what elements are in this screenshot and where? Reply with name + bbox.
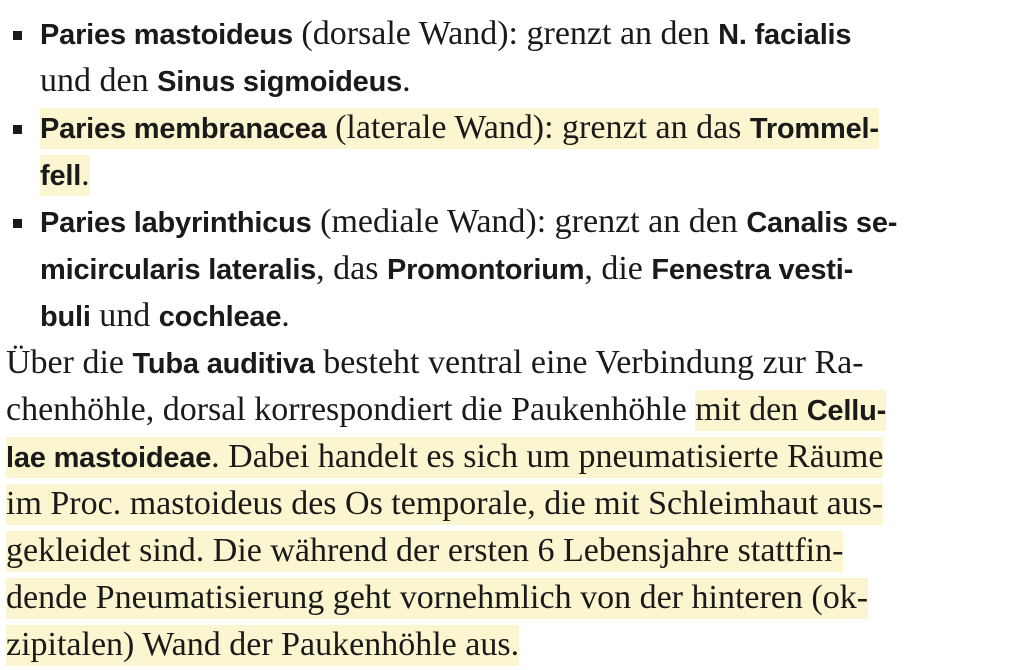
term-cellulae: Cellu- (806, 395, 887, 427)
text-run: . (81, 156, 90, 193)
term-semicircularis: micircularis lateralis (40, 254, 317, 286)
text-run: (laterale Wand): grenzt an das (326, 109, 750, 146)
term-paries-mastoideus: Paries mastoideus (40, 19, 293, 51)
bullet-marker (13, 125, 22, 134)
text-run: . Dabei handelt es sich um pneumatisierte Räume (211, 438, 884, 475)
term-fenestra: Fenestra vesti- (651, 254, 854, 286)
term-vestibuli-end: buli (40, 301, 91, 333)
text-run: zipitalen) Wand der Paukenhöhle aus. (6, 625, 519, 666)
text-run: (mediale Wand): grenzt an den (311, 203, 747, 240)
term-cochleae: cochleae (158, 301, 282, 333)
text-run: mit den (695, 391, 807, 428)
text-run: , das (316, 250, 387, 287)
text-run: besteht ventral eine Verbindung zur Ra- (314, 344, 864, 381)
text-run: im Proc. mastoideus des Os temporale, die mit Schleimhaut aus- (6, 484, 883, 525)
term-sinus-sigmoideus: Sinus sigmoideus (157, 66, 403, 98)
text-line (6, 574, 868, 621)
text-line (40, 57, 411, 104)
term-mastoideae: lae mastoideae (6, 442, 212, 474)
bullet-marker (13, 219, 22, 228)
text-run: , die (584, 250, 652, 287)
text-run: . (281, 297, 290, 334)
term-trommelfell-end: fell (40, 160, 82, 192)
text-run: und den (40, 62, 158, 99)
text-run: dende Pneumatisierung geht vornehmlich von der hinteren (ok- (6, 578, 868, 619)
text-line (40, 245, 853, 292)
text-line (6, 527, 843, 574)
text-line (6, 386, 886, 433)
term-canalis: Canalis se- (746, 207, 898, 239)
text-line (40, 104, 879, 151)
text-line (6, 433, 883, 480)
text-run: (dorsale Wand): grenzt an den (292, 15, 719, 52)
text-line (40, 292, 290, 339)
text-line (6, 480, 883, 527)
term-tuba-auditiva: Tuba auditiva (132, 348, 315, 380)
text-line (40, 10, 851, 57)
text-run: und (90, 297, 159, 334)
text-line (40, 198, 897, 245)
term-paries-labyrinthicus: Paries labyrinthicus (40, 207, 312, 239)
text-run: . (402, 62, 411, 99)
term-trommelfell: Trommel- (749, 113, 879, 145)
text-line (40, 151, 90, 198)
bullet-marker (13, 31, 22, 40)
text-line (6, 339, 864, 386)
text-run: Über die (6, 344, 133, 381)
term-n-facialis: N. facialis (718, 19, 852, 51)
text-line (6, 621, 519, 668)
term-promontorium: Promontorium (386, 254, 585, 286)
text-run: chenhöhle, dorsal korrespondiert die Paukenhöhle (6, 391, 696, 428)
text-run: gekleidet sind. Die während der ersten 6 Lebensjahre stattfin- (6, 531, 843, 572)
term-paries-membranacea: Paries membranacea (40, 113, 327, 145)
